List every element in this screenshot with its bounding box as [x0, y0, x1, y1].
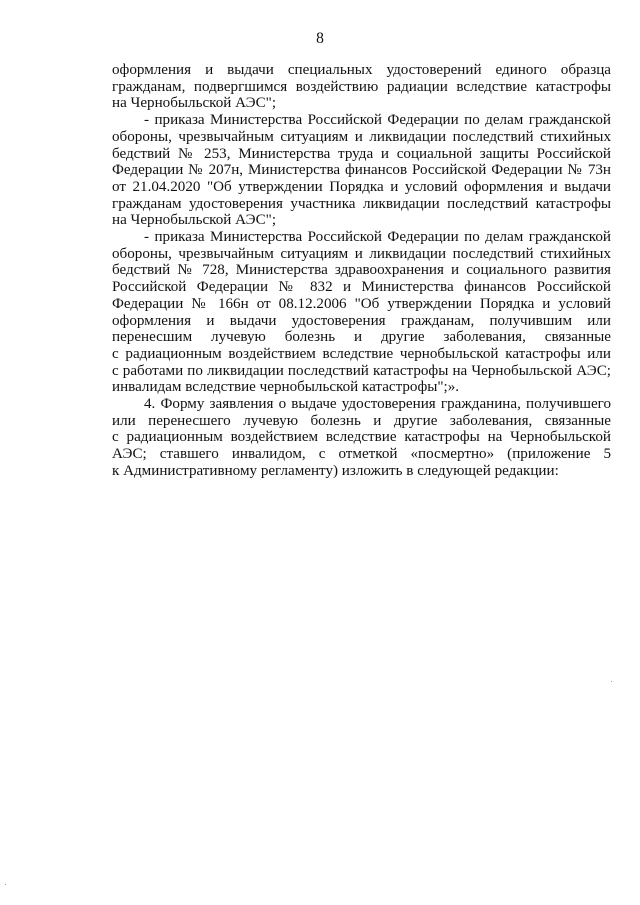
text-line: АЭС; ставшего инвалидом, с отметкой «посмертно» (приложение 5 — [112, 446, 611, 463]
text-line: 4. Форму заявления о выдаче удостоверения гражданина, получившего — [144, 396, 611, 413]
text-line: к Административному регламенту) изложить в следующей редакции: — [112, 462, 559, 479]
text-line: с радиационным воздействием вследствие чернобыльской катастрофы или — [112, 345, 611, 362]
paragraph — [112, 112, 611, 229]
page-number: 8 — [316, 30, 324, 47]
text-line: гражданам, подвергшимся воздействию радиации вследствие катастрофы — [112, 78, 611, 95]
text-line: на Чернобыльской АЭС"; — [112, 95, 277, 112]
text-line: с радиационным воздействием вследствие катастрофы на Чернобыльской — [112, 429, 611, 446]
text-line: с работами по ликвидации последствий катастрофы на Чернобыльской АЭС; — [112, 362, 611, 379]
text-line: на Чернобыльской АЭС"; — [112, 212, 277, 229]
text-line: бедствий № 728, Министерства здравоохранения и социального развития — [112, 262, 611, 279]
document-body — [112, 62, 611, 480]
scan-speck — [5, 884, 6, 885]
text-line: оформления и выдачи специальных удостоверений единого образца — [112, 62, 611, 78]
text-line: Федерации № 207н, Министерства финансов Российской Федерации № 73н — [112, 162, 611, 179]
scan-speck — [611, 681, 612, 682]
text-line: гражданам удостоверения участника ликвидации последствий катастрофы — [112, 195, 611, 212]
text-line: Российской Федерации № 832 и Министерства финансов Российской — [112, 279, 611, 296]
text-line: перенесшим лучевую болезнь и другие заболевания, связанные — [112, 329, 611, 346]
paragraph — [112, 62, 611, 112]
text-line: или перенесшего лучевую болезнь и другие заболевания, связанные — [112, 412, 611, 429]
text-line: - приказа Министерства Российской Федерации по делам гражданской — [144, 229, 611, 246]
text-line: обороны, чрезвычайным ситуациям и ликвидации последствий стихийных — [112, 128, 611, 145]
text-line: бедствий № 253, Министерства труда и социальной защиты Российской — [112, 145, 611, 162]
text-line: оформления и выдачи удостоверения гражданам, получившим или — [112, 312, 611, 329]
paragraph — [112, 396, 611, 480]
paragraph — [112, 229, 611, 396]
text-line: обороны, чрезвычайным ситуациям и ликвидации последствий стихийных — [112, 245, 611, 262]
text-line: от 21.04.2020 "Об утверждении Порядка и условий оформления и выдачи — [112, 178, 611, 195]
text-line: - приказа Министерства Российской Федерации по делам гражданской — [144, 112, 611, 129]
text-line: инвалидам вследствие чернобыльской катастрофы";». — [112, 379, 460, 396]
text-line: Федерации № 166н от 08.12.2006 "Об утверждении Порядка и условий — [112, 295, 611, 312]
